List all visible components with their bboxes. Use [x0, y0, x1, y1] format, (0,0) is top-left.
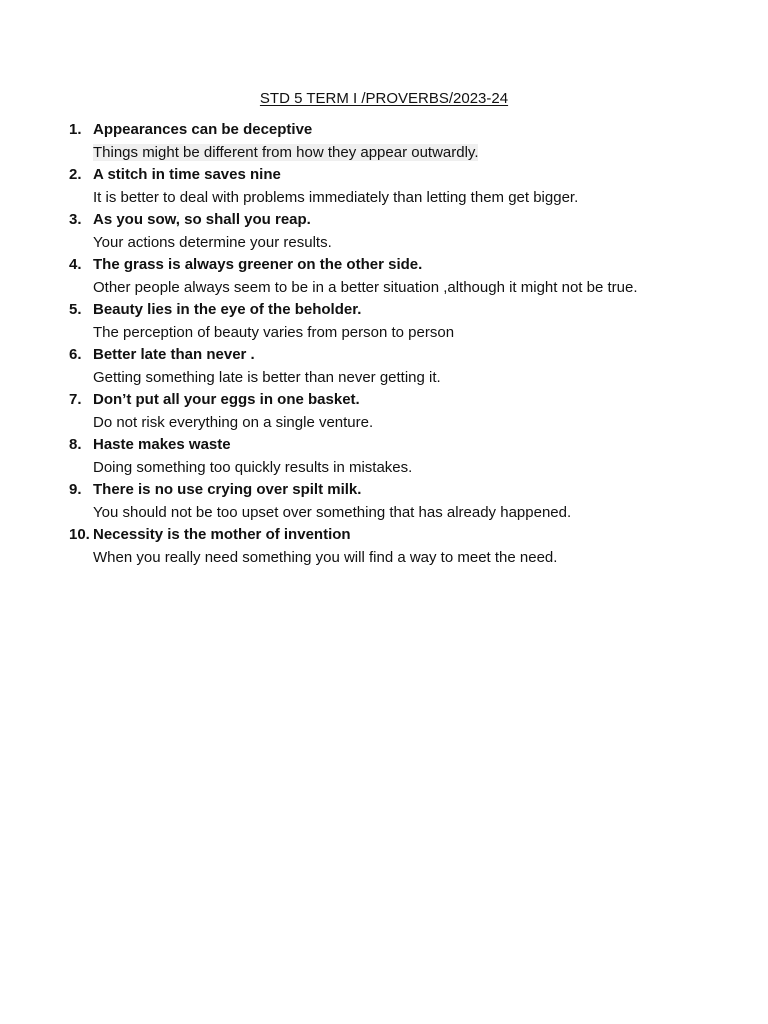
list-item — [69, 434, 689, 479]
proverb-meaning: Do not risk everything on a single venture. — [93, 413, 374, 431]
proverb-text: There is no use crying over spilt milk. — [93, 481, 362, 498]
list-item — [69, 254, 689, 299]
proverb-text: Necessity is the mother of invention — [93, 526, 351, 543]
proverb-meaning: When you really need something you will find a way to meet the need. — [93, 548, 558, 566]
item-number: 9. — [69, 481, 82, 498]
item-number: 1. — [69, 121, 82, 138]
list-item — [69, 479, 689, 524]
proverb-text: Appearances can be deceptive — [93, 121, 313, 138]
proverb-meaning: Your actions determine your results. — [93, 233, 332, 251]
list-item — [69, 389, 689, 434]
proverb-meaning: It is better to deal with problems immediately than letting them get bigger. — [93, 188, 579, 206]
proverb-text: Don’t put all your eggs in one basket. — [93, 391, 360, 408]
page-title: STD 5 TERM I /PROVERBS/2023-24 — [259, 90, 509, 107]
item-number: 6. — [69, 346, 82, 363]
list-item — [69, 524, 689, 569]
item-number: 3. — [69, 211, 82, 228]
proverb-meaning: Other people always seem to be in a better situation ,although it might not be true. — [93, 278, 638, 296]
proverb-meaning — [93, 142, 673, 165]
proverb-meaning: You should not be too upset over something that has already happened. — [93, 503, 572, 521]
proverb-text: Haste makes waste — [93, 436, 231, 453]
proverb-text: Beauty lies in the eye of the beholder. — [93, 301, 362, 318]
proverb-text: The grass is always greener on the other side. — [93, 256, 423, 273]
proverb-meaning: Getting something late is better than never getting it. — [93, 368, 441, 386]
item-number: 7. — [69, 391, 82, 408]
proverb-text: Better late than never . — [93, 346, 255, 363]
highlighted-meaning: Things might be different from how they appear outwardly. — [93, 143, 479, 161]
item-number: 10. — [69, 526, 90, 543]
item-number: 8. — [69, 436, 82, 453]
list-item — [69, 209, 689, 254]
proverb-text: As you sow, so shall you reap. — [93, 211, 311, 228]
list-item — [69, 164, 689, 209]
item-number: 4. — [69, 256, 82, 273]
proverb-text: A stitch in time saves nine — [93, 166, 281, 183]
proverb-list — [69, 119, 689, 569]
item-number: 5. — [69, 301, 82, 318]
item-number: 2. — [69, 166, 82, 183]
list-item — [69, 119, 689, 164]
proverb-meaning: Doing something too quickly results in mistakes. — [93, 458, 413, 476]
list-item — [69, 299, 689, 344]
proverb-meaning: The perception of beauty varies from person to person — [93, 323, 455, 341]
list-item — [69, 344, 689, 389]
